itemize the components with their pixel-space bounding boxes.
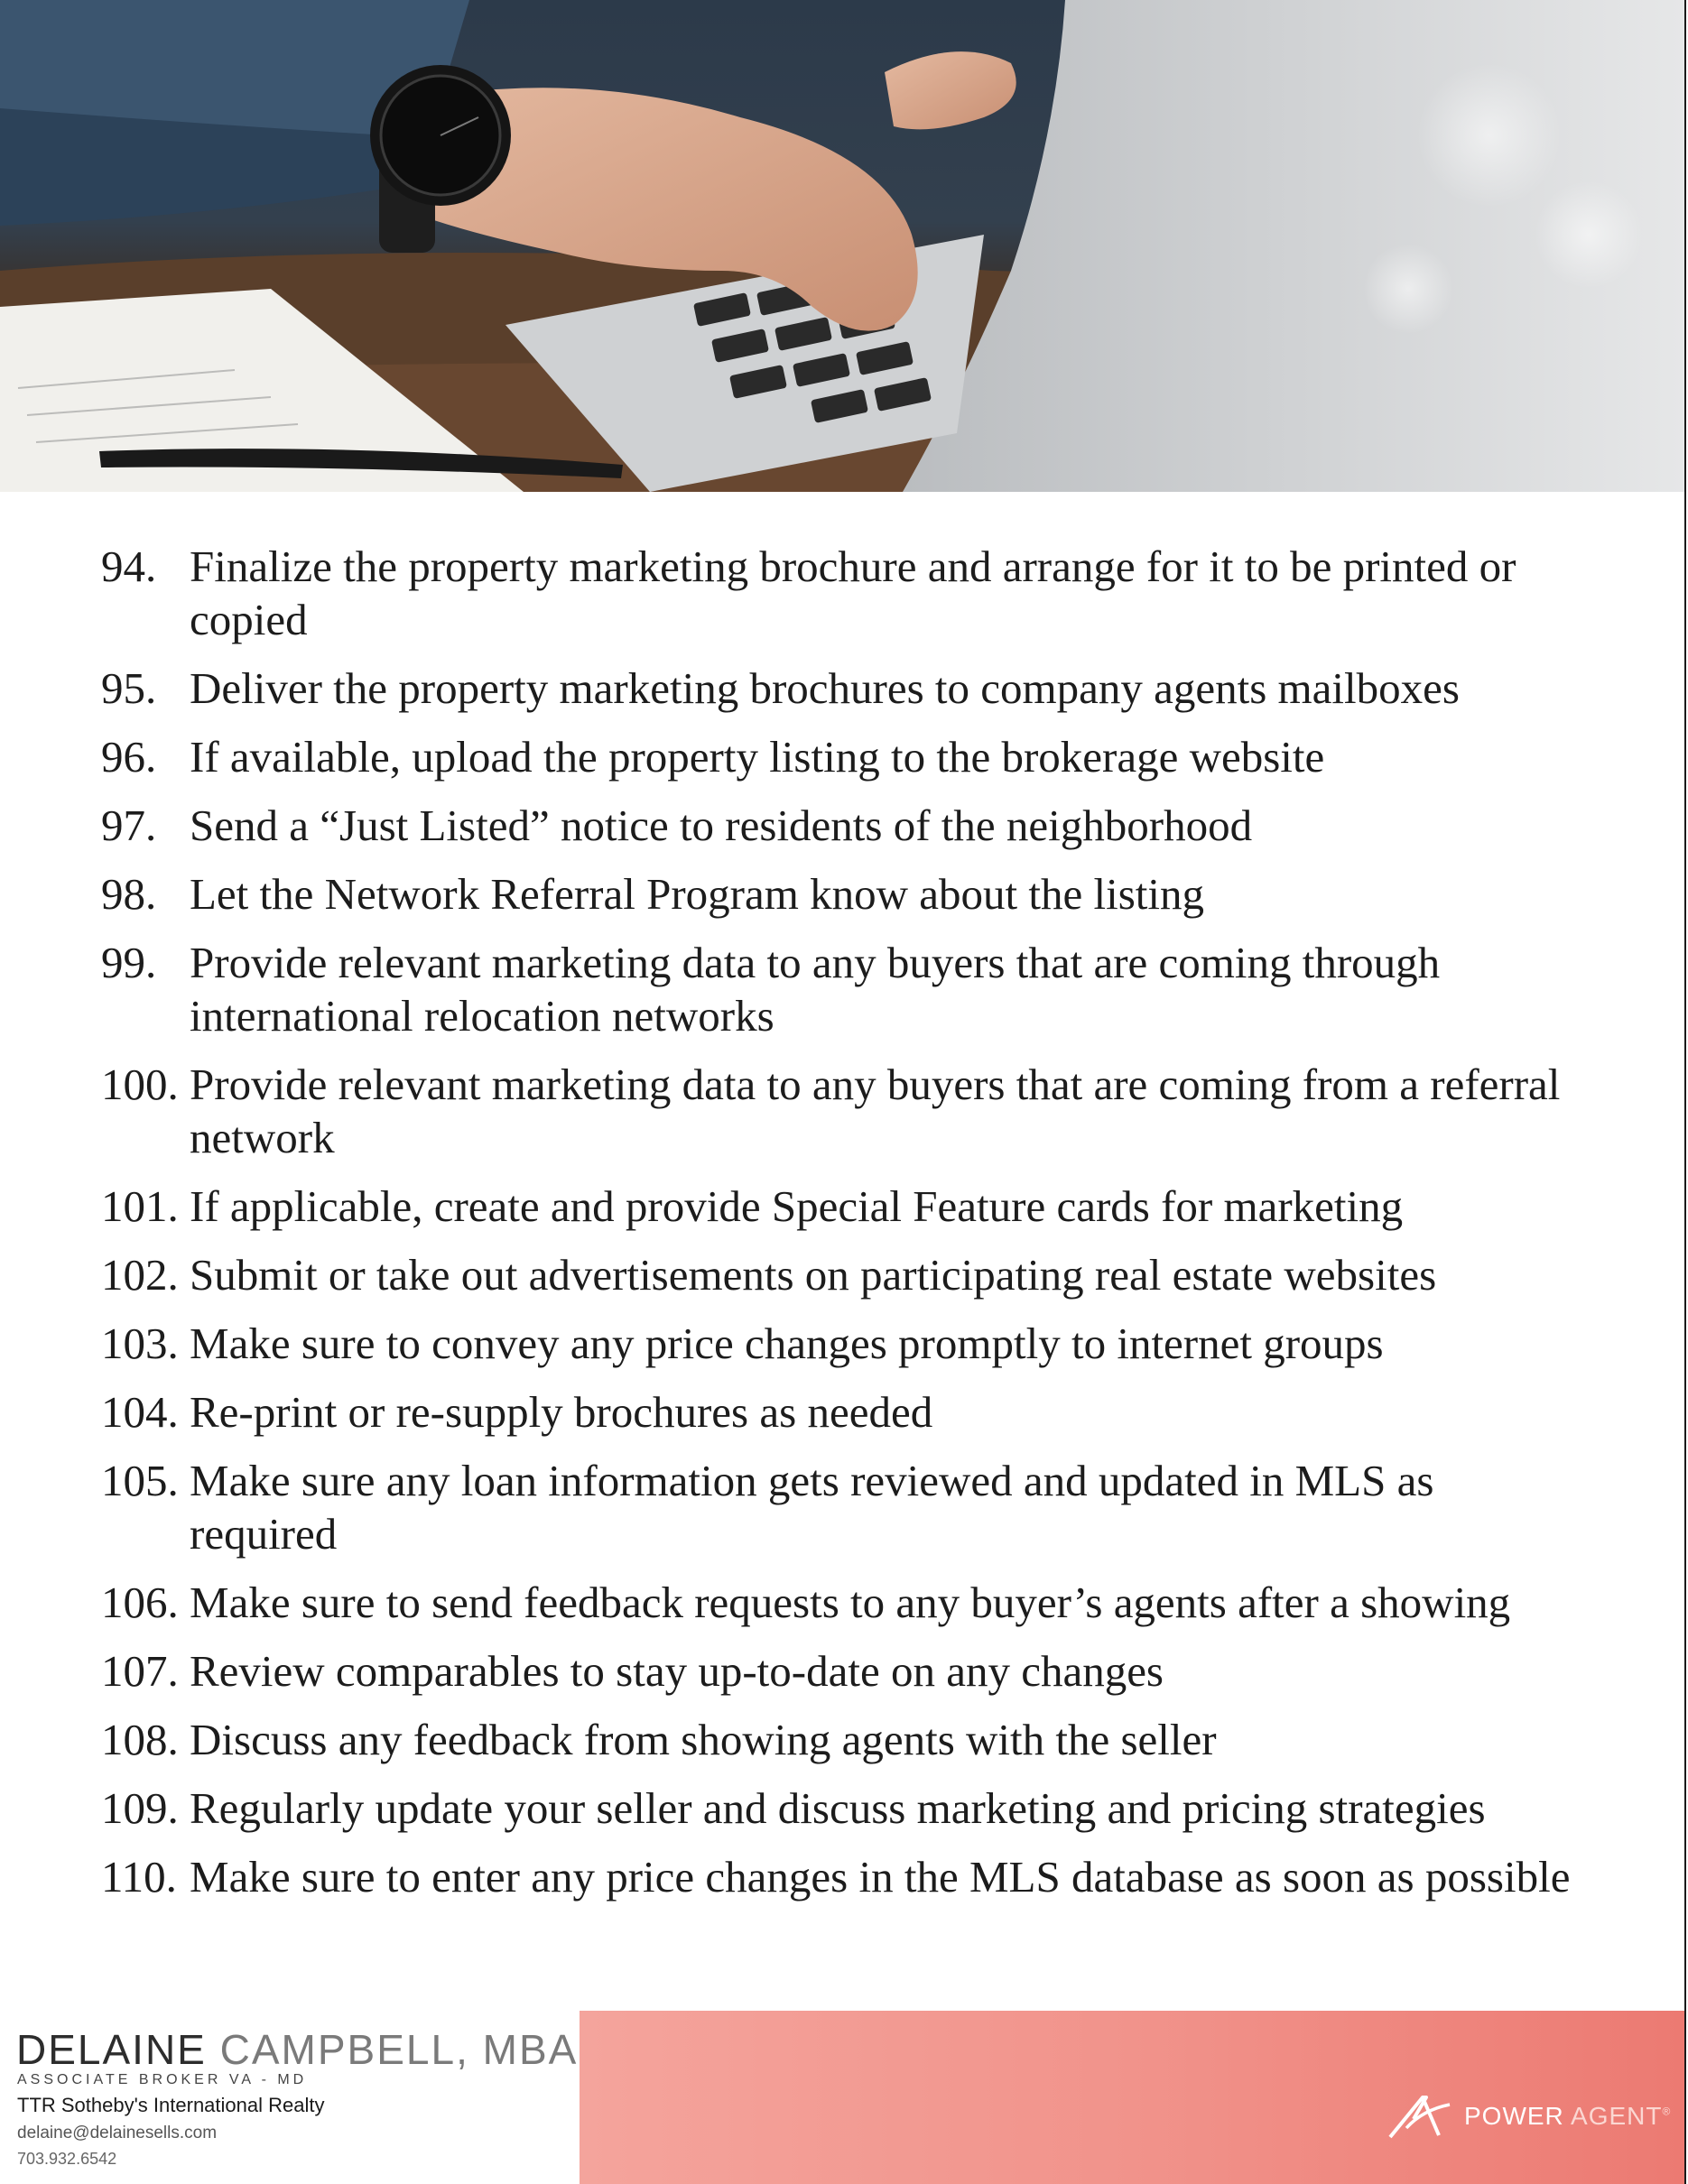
item-text: If applicable, create and provide Special Feature cards for marketing xyxy=(190,1181,1404,1231)
list-item xyxy=(101,1317,1581,1370)
brand-trademark: ® xyxy=(1662,2105,1672,2118)
agent-phone[interactable]: 703.932.6542 xyxy=(17,2150,117,2168)
item-number: 94. xyxy=(101,541,157,591)
item-text: Make sure any loan information gets reviewed and updated in MLS as required xyxy=(190,1456,1434,1559)
list-item xyxy=(101,1248,1581,1301)
item-number: 105. xyxy=(101,1456,179,1505)
list-item xyxy=(101,1644,1581,1698)
brand-name-part2: AGENT xyxy=(1571,2102,1663,2130)
list-item xyxy=(101,1180,1581,1233)
item-text: Send a “Just Listed” notice to residents of the neighborhood xyxy=(190,800,1253,850)
item-text: If available, upload the property listing to the brokerage website xyxy=(190,732,1325,782)
laptop-typing-illustration xyxy=(0,0,1686,492)
list-item xyxy=(101,799,1581,852)
agent-title: ASSOCIATE BROKER VA - MD xyxy=(17,2072,308,2087)
item-number: 102. xyxy=(101,1250,179,1300)
list-item xyxy=(101,1058,1581,1164)
item-number: 97. xyxy=(101,800,157,850)
item-number: 95. xyxy=(101,663,157,713)
item-text: Make sure to send feedback requests to any buyer’s agents after a showing xyxy=(190,1578,1511,1627)
item-number: 109. xyxy=(101,1783,179,1833)
list-item xyxy=(101,1576,1581,1629)
item-number: 110. xyxy=(101,1852,177,1902)
list-item xyxy=(101,1454,1581,1560)
item-number: 107. xyxy=(101,1646,179,1696)
list-item xyxy=(101,867,1581,921)
agent-last-name: CAMPBELL, MBA xyxy=(219,2026,579,2073)
brand-name-part1: POWER xyxy=(1464,2102,1564,2130)
item-text: Regularly update your seller and discuss marketing and pricing strategies xyxy=(190,1783,1486,1833)
item-text: Provide relevant marketing data to any buyers that are coming from a referral network xyxy=(190,1060,1561,1162)
list-item xyxy=(101,936,1581,1042)
item-number: 96. xyxy=(101,732,157,782)
item-text: Finalize the property marketing brochure and arrange for it to be printed or copied xyxy=(190,541,1516,644)
item-text: Make sure to convey any price changes promptly to internet groups xyxy=(190,1319,1384,1368)
item-text: Let the Network Referral Program know about the listing xyxy=(190,869,1204,919)
agent-email[interactable]: delaine@delainesells.com xyxy=(17,2124,218,2142)
list-item xyxy=(101,1713,1581,1766)
item-number: 100. xyxy=(101,1060,179,1109)
item-number: 99. xyxy=(101,938,157,987)
list-item xyxy=(101,1850,1581,1903)
list-item xyxy=(101,1781,1581,1835)
list-item xyxy=(101,1385,1581,1439)
item-text: Provide relevant marketing data to any buyers that are coming through international relocation networks xyxy=(190,938,1441,1041)
agent-brokerage: TTR Sotheby's International Realty xyxy=(17,2094,325,2116)
item-text: Make sure to enter any price changes in the MLS database as soon as possible xyxy=(190,1852,1571,1902)
power-agent-logo-icon xyxy=(1387,2092,1459,2141)
item-text: Review comparables to stay up-to-date on any changes xyxy=(190,1646,1164,1696)
item-text: Submit or take out advertisements on participating real estate websites xyxy=(190,1250,1437,1300)
item-text: Deliver the property marketing brochures to company agents mailboxes xyxy=(190,663,1460,713)
item-number: 104. xyxy=(101,1387,179,1437)
list-item xyxy=(101,730,1581,783)
item-text: Re-print or re-supply brochures as needed xyxy=(190,1387,933,1437)
item-number: 103. xyxy=(101,1319,179,1368)
item-number: 98. xyxy=(101,869,157,919)
agent-name xyxy=(16,2025,578,2074)
list-item xyxy=(101,540,1581,646)
item-number: 106. xyxy=(101,1578,179,1627)
item-text: Discuss any feedback from showing agents with the seller xyxy=(190,1715,1217,1764)
agent-first-name: DELAINE xyxy=(16,2026,207,2073)
item-number: 101. xyxy=(101,1181,179,1231)
power-agent-logo xyxy=(1387,2092,1671,2141)
item-number: 108. xyxy=(101,1715,179,1764)
list-item xyxy=(101,662,1581,715)
brand-wordmark xyxy=(1464,2102,1671,2131)
hero-photo xyxy=(0,0,1686,492)
marketing-checklist xyxy=(101,540,1581,1919)
